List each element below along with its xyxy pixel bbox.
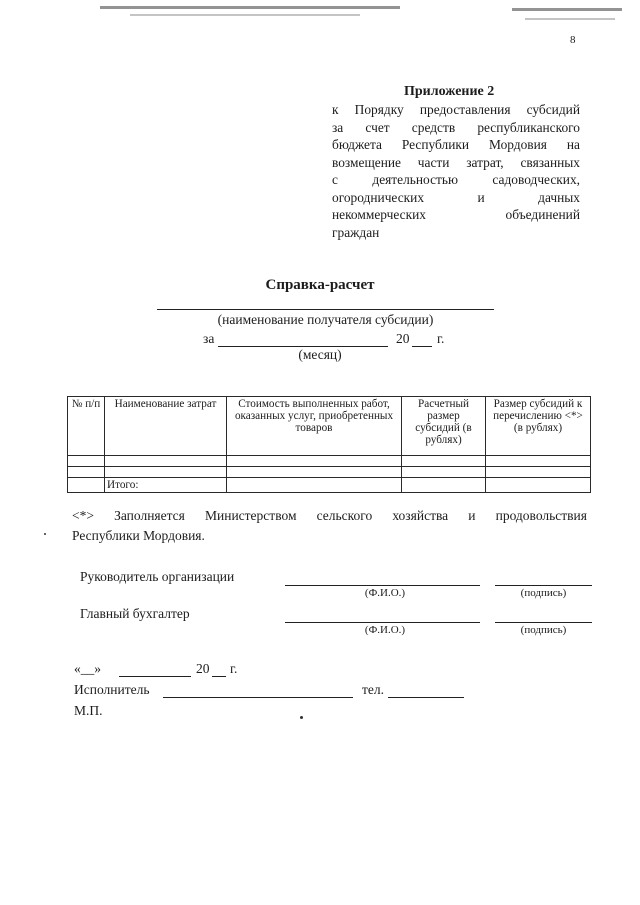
total-label: Итого:: [105, 478, 227, 493]
table-cell[interactable]: [227, 467, 402, 478]
table-cell[interactable]: [486, 467, 591, 478]
stamp-label: М.П.: [74, 703, 103, 718]
head-fio-line[interactable]: [285, 585, 480, 586]
appendix-line: граждан: [332, 224, 380, 240]
footnote: [72, 506, 587, 546]
accountant-sign-line[interactable]: [495, 622, 592, 623]
appendix-line: некоммерческих объединений: [332, 207, 580, 222]
appendix-line: за счет средств республиканского: [332, 119, 580, 135]
appendix-line: возмещение части затрат, связанных: [332, 154, 580, 170]
document-title: Справка-расчет: [265, 277, 375, 293]
table-header-row: [68, 397, 591, 456]
accountant-label: Главный бухгалтер: [80, 606, 190, 621]
header-cost-name: Наименование затрат: [105, 397, 227, 456]
phone-line[interactable]: [388, 697, 464, 698]
head-label: Руководитель организации: [80, 569, 235, 584]
date-suffix: г.: [230, 661, 238, 676]
appendix-title: Приложение 2: [404, 84, 495, 99]
appendix-text: [332, 101, 580, 241]
scan-noise-right: [512, 8, 622, 11]
appendix-line: бюджета Республики Мордовия на: [332, 137, 580, 152]
head-sign-line[interactable]: [495, 585, 592, 586]
executor-line[interactable]: [163, 697, 353, 698]
scan-noise-left-2: [130, 14, 360, 16]
table-cell[interactable]: [402, 478, 486, 493]
phone-label: тел.: [362, 682, 385, 697]
table-row: [68, 467, 591, 478]
recipient-line[interactable]: [157, 309, 494, 310]
table-cell[interactable]: [105, 456, 227, 467]
table-total-row: [68, 478, 591, 493]
accountant-sign-caption: (подпись): [520, 624, 567, 636]
accountant-fio-caption: (Ф.И.О.): [364, 624, 406, 636]
period-prefix: за: [203, 331, 215, 346]
table-cell[interactable]: [402, 456, 486, 467]
accountant-fio-line[interactable]: [285, 622, 480, 623]
period-suffix: г.: [437, 331, 445, 346]
table-cell[interactable]: [68, 456, 105, 467]
month-caption: (месяц): [298, 347, 342, 362]
date-year-line[interactable]: [212, 676, 226, 677]
header-calculated-subsidy: Расчетный размер субсидий (в рублях): [402, 397, 486, 456]
table-cell[interactable]: [227, 456, 402, 467]
appendix-line: к Порядку предоставления субсидий: [332, 102, 580, 117]
footnote-line: <*> Заполняется Министерством сельского хозяйства и продовольствия: [72, 508, 587, 523]
scan-noise-left: [100, 6, 400, 9]
table-cell[interactable]: [402, 467, 486, 478]
scan-dot: [44, 533, 46, 535]
period-year-line[interactable]: [412, 346, 432, 347]
executor-label: Исполнитель: [74, 682, 150, 697]
header-number: № п/п: [68, 397, 105, 456]
appendix-line: огороднических и дачных: [332, 189, 580, 205]
table-cell[interactable]: [68, 467, 105, 478]
date-month-line[interactable]: [119, 676, 191, 677]
header-subsidy-transfer: Размер субсидий к перечислению <*> (в рублях): [486, 397, 591, 456]
page-number: 8: [570, 34, 576, 46]
date-year: 20: [196, 661, 210, 676]
date-prefix: «__»: [74, 661, 101, 676]
head-sign-caption: (подпись): [520, 587, 567, 599]
table-cell[interactable]: [227, 478, 402, 493]
footnote-line: Республики Мордовия.: [72, 528, 205, 543]
header-cost-value: Стоимость выполненных работ, оказанных услуг, приобретенных товаров: [227, 397, 402, 456]
table-cell[interactable]: [105, 467, 227, 478]
table-cell[interactable]: [486, 478, 591, 493]
recipient-caption: (наименование получателя субсидии): [217, 312, 434, 327]
table-cell: [68, 478, 105, 493]
calculation-table: [67, 396, 591, 493]
scan-dot: [300, 716, 303, 719]
period-year: 20: [396, 331, 410, 346]
scan-noise-right-2: [525, 18, 615, 20]
head-fio-caption: (Ф.И.О.): [364, 587, 406, 599]
appendix-line: с деятельностью садоводческих,: [332, 172, 580, 187]
table-row: [68, 456, 591, 467]
table-cell[interactable]: [486, 456, 591, 467]
